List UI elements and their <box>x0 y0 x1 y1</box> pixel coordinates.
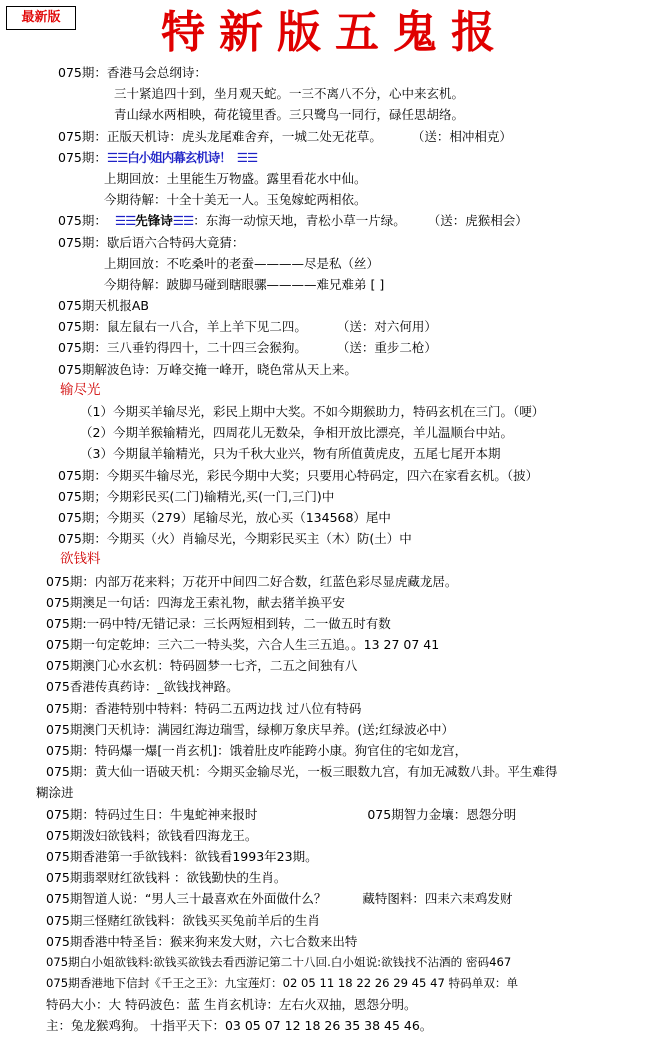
text-line: 075期香港第一手欲钱料：欲钱看1993年23期。 <box>46 848 318 864</box>
text-line: 075期翡翠财红欲钱料 ：欲钱勤快的生肖。 <box>46 870 287 886</box>
text-line: （3）今期鼠羊输精光，只为千秋大业兴，物有所值黄虎皮，五尾七尾开本期 <box>80 446 501 462</box>
birthday-right: 075期智力金壤：恩怨分明 <box>367 806 517 822</box>
text-line: 075期：香港马会总纲诗： <box>58 65 207 80</box>
text-line: 075期:一码中特/无错记录：三长两短相到转，二一做五时有数 <box>46 615 391 631</box>
text-line: 075期：黄大仙一语破天机：今期买金输尽光，一板三眼数九宫，有加无减数八卦。平生难得 <box>46 764 558 780</box>
daoren-line <box>0 888 670 909</box>
daoren-left: 075期智道人说：“男人三十最喜欢在外面做什么？ <box>46 891 327 907</box>
text-line: 青山绿水两相映，荷花镜里香。三只鹭鸟一同行，碌任思胡络。 <box>114 107 465 123</box>
ab-note: （送：重步二枪） <box>336 340 437 356</box>
ab-line <box>0 316 670 337</box>
text-line: （2）今期羊猴输精光，四周花儿无数朵，争相开放比漂亮，羊儿温顺台中站。 <box>80 425 513 441</box>
trigram-icon: ☰☰ <box>106 149 128 165</box>
xiaojie-prefix: 075期： <box>58 149 107 165</box>
tianji-line <box>0 126 670 147</box>
text-line: 今期待解：十全十美无一人。玉兔嫁蛇两相依。 <box>104 192 367 208</box>
ab-note: （送：对六何用） <box>336 319 437 335</box>
xiaojie-title: 白小姐内幕玄机诗！ <box>127 149 231 165</box>
text-line: 075期澳门心水玄机：特码圆梦一七齐，二五之间独有八 <box>46 658 358 674</box>
latest-version-badge: 最新版 <box>6 6 76 30</box>
text-line: 075期香港地下信封《千王之王》：九宝莲灯：02 05 11 18 22 26 29 45 47 特码单双：单 <box>46 976 519 991</box>
text-line: 075期：歇后语六合特码大竟猜： <box>58 234 245 250</box>
text-line: 075期：今期买牛输尽光，彩民今期中大奖；只要用心特码定，四六在家看玄机。（披） <box>58 467 539 483</box>
trigram-icon: ☰☰ <box>172 213 194 229</box>
text-line: （1）今期买羊输尽光，彩民上期中大奖。不如今期猴助力，特码玄机在三门。（哽） <box>80 404 545 419</box>
text-line: 今期待解：跛脚马碰到瞎眼骡————难兄难弟 [ ] <box>104 276 385 292</box>
birthday-line <box>0 804 670 825</box>
text-line: 075期天机报AB <box>58 298 149 314</box>
content-body <box>0 62 670 1037</box>
text-line: 075期解波色诗：万峰交掩一峰开，晓色常从天上来。 <box>58 361 357 377</box>
text-line: 三十紧追四十到，坐月观天蛇。一三不离八不分，心中来玄机。 <box>114 86 465 102</box>
text-line: 075期泼妇欲钱料；欲钱看四海龙王。 <box>46 827 258 843</box>
page-title: 特新版五鬼报 <box>161 7 509 58</box>
text-line: 075期白小姐欲钱料:欲钱买欲钱去看西游记第二十八回.白小姐说:欲钱找不沾酒的 密码467 <box>46 954 512 969</box>
section-title-shujin: 输尽光 <box>60 381 101 398</box>
tianji-note: （送：相冲相克） <box>411 128 512 144</box>
ab-text: 075期：鼠左鼠右一八合，羊上羊下见二四。 <box>58 319 307 335</box>
xianfeng-title: 先锋诗 <box>135 213 173 229</box>
section-title-yuqian: 欲钱料 <box>60 551 101 568</box>
text-line: 075期三怪赌红欲钱料：欲钱买买兔前羊后的生肖 <box>46 912 320 928</box>
xianfeng-note: （送：虎猴相会） <box>427 213 528 229</box>
xianfeng-poem: ：东海一动惊天地，青松小草一片绿。 <box>193 213 406 229</box>
text-line: 糊涂进 <box>36 785 74 801</box>
daoren-right: 藏特图料：四耒六耒鸡发财 <box>362 891 513 907</box>
text-line: 075期一句定乾坤：三六二一特头奖，六合人生三五追。。13 27 07 41 <box>46 637 440 653</box>
text-line: 上期回放：土里能生万物盛。露里看花水中仙。 <box>104 170 367 186</box>
xianfeng-prefix: 075期： <box>58 213 107 229</box>
text-line: 075期澳门天机诗：满园红海边瑞雪，绿柳万象庆早养。(送;红绿波必中） <box>46 721 454 737</box>
text-line: 075期；今期彩民买(二门)输精光,买(一门,三门)中 <box>58 488 335 504</box>
ab-text: 075期：三八垂钓得四十，二十四三会猴狗。 <box>58 340 307 356</box>
xiaojie-header <box>0 147 670 168</box>
text-line: 075期澳足一句话：四海龙王索礼物，献去猪羊换平安 <box>46 594 345 610</box>
text-line: 075期；今期买（279）尾输尽光，放心买（134568）尾中 <box>58 509 391 525</box>
text-line: 上期回放：不吃桑叶的老蚕————尽是私（丝） <box>104 255 380 271</box>
text-line: 075香港传真药诗：_欲钱找神路。 <box>46 679 239 695</box>
text-line: 075期：香港特别中特料：特码二五两边找 过八位有特码 <box>46 700 362 716</box>
tianji-text: 075期：正版天机诗：虎头龙尾难舍弃，一城二处无花草。 <box>58 128 382 144</box>
text-line: 075期：特码爆一爆[一肖玄机]：饿着肚皮咋能跨小康。狗官住的宅如龙宫， <box>46 743 468 758</box>
trigram-icon: ☰☰ <box>236 149 258 165</box>
text-line: 主：兔龙猴鸡狗。 十指平天下：03 05 07 12 18 26 35 38 45 46。 <box>46 1018 433 1034</box>
text-line: 075期：今期买（火）肖输尽光，今期彩民买主（木）防(土）中 <box>58 531 412 547</box>
birthday-left: 075期：特码过生日：牛鬼蛇神来报时 <box>46 806 258 822</box>
text-line: 075期：内部万花来料；万花开中间四二好合数，红蓝色彩尽显虎藏龙居。 <box>46 573 458 589</box>
ab-line <box>0 337 670 358</box>
trigram-icon: ☰☰ <box>114 213 136 229</box>
text-line: 075期香港中特圣旨：猴来狗来发大财，六七合数来出特 <box>46 933 358 949</box>
xianfeng-line <box>0 210 670 231</box>
text-line: 特码大小：大 特码波色：蓝 生肖玄机诗：左右火双抽，恩怨分明。 <box>46 997 417 1013</box>
